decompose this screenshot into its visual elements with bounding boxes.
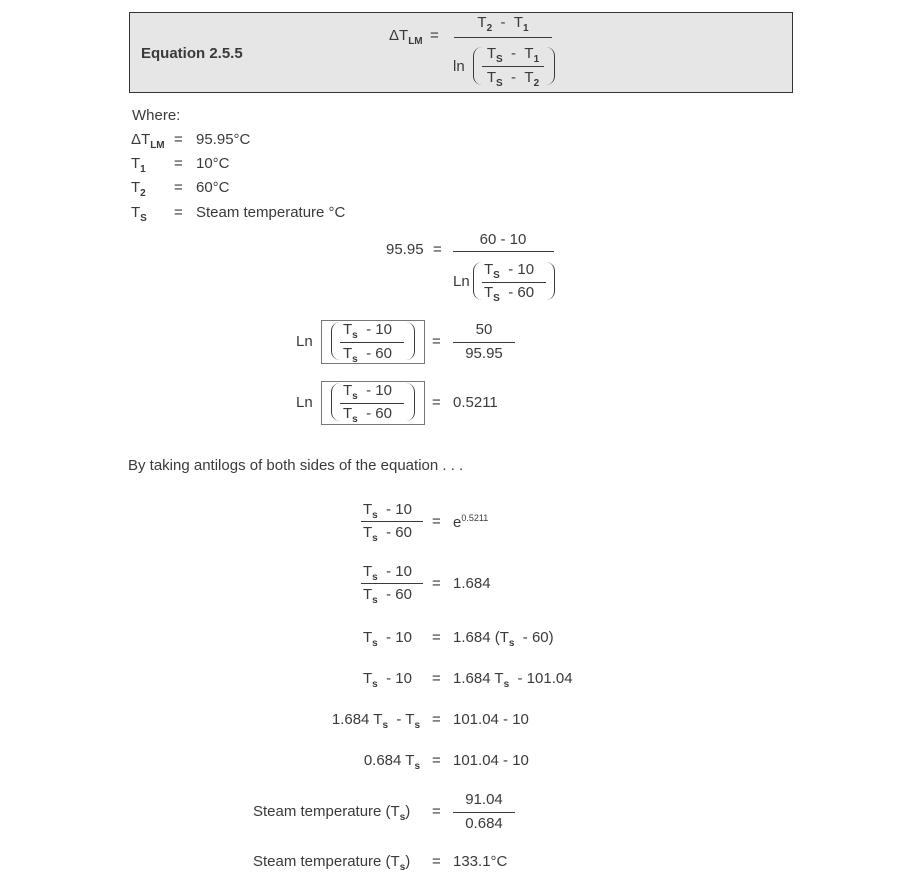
fraction-bar xyxy=(453,812,515,813)
fraction-bar xyxy=(454,37,552,38)
equals-sign: = xyxy=(432,853,441,870)
step4-rhs: $e^{0.5211}$ xyxy=(453,513,489,531)
fraction-bar xyxy=(361,583,423,584)
step7-rhs: 1.684 $T_s - 101.04$ xyxy=(453,670,573,690)
inner-denominator: $T_S - T_2$ xyxy=(486,69,540,89)
step6-rhs: 1.684 $(T_s - 60)$ xyxy=(453,629,554,649)
step4-denominator: $T_s - 60$ xyxy=(363,524,412,544)
step2-denominator: 95.95 xyxy=(465,345,503,362)
where-sym: $T_S$ xyxy=(131,204,147,224)
step9-lhs: 0.684 $T_s$ xyxy=(363,752,420,772)
step6-lhs: $T_s - 10$ xyxy=(363,629,412,649)
where-eq: = xyxy=(174,155,183,172)
inner-denominator: $T_s - 60$ xyxy=(343,405,392,425)
equals-sign: = xyxy=(432,394,441,411)
step10-numerator: 91.04 xyxy=(465,791,503,808)
fraction-bar xyxy=(361,521,423,522)
step8-rhs: 101.04 - 10 xyxy=(453,711,529,728)
where-eq: = xyxy=(174,179,183,196)
inner-numerator: $T_s - 10$ xyxy=(343,382,392,402)
ln-label: Ln xyxy=(453,273,470,290)
step11-rhs: 133.1°C xyxy=(453,853,508,870)
inner-numerator: $T_s - 10$ xyxy=(343,321,392,341)
inner-denominator: $T_s - 60$ xyxy=(343,345,392,365)
equals-sign: = xyxy=(432,670,441,687)
fraction-bar xyxy=(453,251,554,252)
step10-denominator: 0.684 xyxy=(465,815,503,832)
where-val: 10°C xyxy=(196,155,230,172)
step5-numerator: $T_s - 10$ xyxy=(363,563,412,583)
fraction-bar xyxy=(453,342,515,343)
step5-rhs: 1.684 xyxy=(453,575,491,592)
ln-label: Ln xyxy=(296,333,313,350)
delta-t-lm: $\Delta T_{LM}$ xyxy=(389,27,423,47)
antilog-text: By taking antilogs of both sides of the equation . . . xyxy=(128,457,464,474)
inner-fraction-bar xyxy=(482,66,544,67)
equals-sign: = xyxy=(432,629,441,646)
where-sym: $T_2$ xyxy=(131,179,146,199)
step1-numerator: 60 - 10 xyxy=(479,231,527,248)
step2-numerator: 50 xyxy=(475,321,493,338)
inner-fraction-bar xyxy=(340,403,404,404)
step10-lhs: Steam temperature $(T_s)$ xyxy=(253,803,411,823)
where-val: Steam temperature °C xyxy=(196,204,346,221)
equals-sign: = xyxy=(432,711,441,728)
equals-sign: = xyxy=(433,241,442,258)
equals-sign: = xyxy=(430,27,439,44)
inner-fraction-bar xyxy=(340,342,404,343)
where-val: 60°C xyxy=(196,179,230,196)
step1-lhs: 95.95 xyxy=(386,241,424,258)
equals-sign: = xyxy=(432,513,441,530)
where-val: 95.95°C xyxy=(196,131,251,148)
equals-sign: = xyxy=(432,333,441,350)
step7-lhs: $T_s - 10$ xyxy=(363,670,412,690)
step3-rhs: 0.5211 xyxy=(453,394,498,411)
step5-denominator: $T_s - 60$ xyxy=(363,586,412,606)
where-sym: $T_1$ xyxy=(131,155,146,175)
where-sym: $\Delta T_{LM}$ xyxy=(131,131,165,151)
step11-lhs: Steam temperature $(T_s)$ xyxy=(253,853,411,873)
equals-sign: = xyxy=(432,575,441,592)
where-title: Where: xyxy=(132,107,181,124)
inner-numerator: $T_S - T_1$ xyxy=(486,45,540,65)
inner-numerator: $T_S - 10$ xyxy=(484,261,535,281)
inner-denominator: $T_S - 60$ xyxy=(484,284,535,304)
header-numerator: $T_2 - T_1$ xyxy=(477,14,529,34)
equals-sign: = xyxy=(432,752,441,769)
ln-label: Ln xyxy=(296,394,313,411)
equals-sign: = xyxy=(432,803,441,820)
where-eq: = xyxy=(174,131,183,148)
step8-lhs: 1.684 $T_s - T_s$ xyxy=(331,711,420,731)
step9-rhs: 101.04 - 10 xyxy=(453,752,529,769)
ln-label: ln xyxy=(453,58,465,75)
step4-numerator: $T_s - 10$ xyxy=(363,501,412,521)
equation-label: Equation 2.5.5 xyxy=(141,45,243,62)
where-eq: = xyxy=(174,204,183,221)
inner-fraction-bar xyxy=(482,282,546,283)
